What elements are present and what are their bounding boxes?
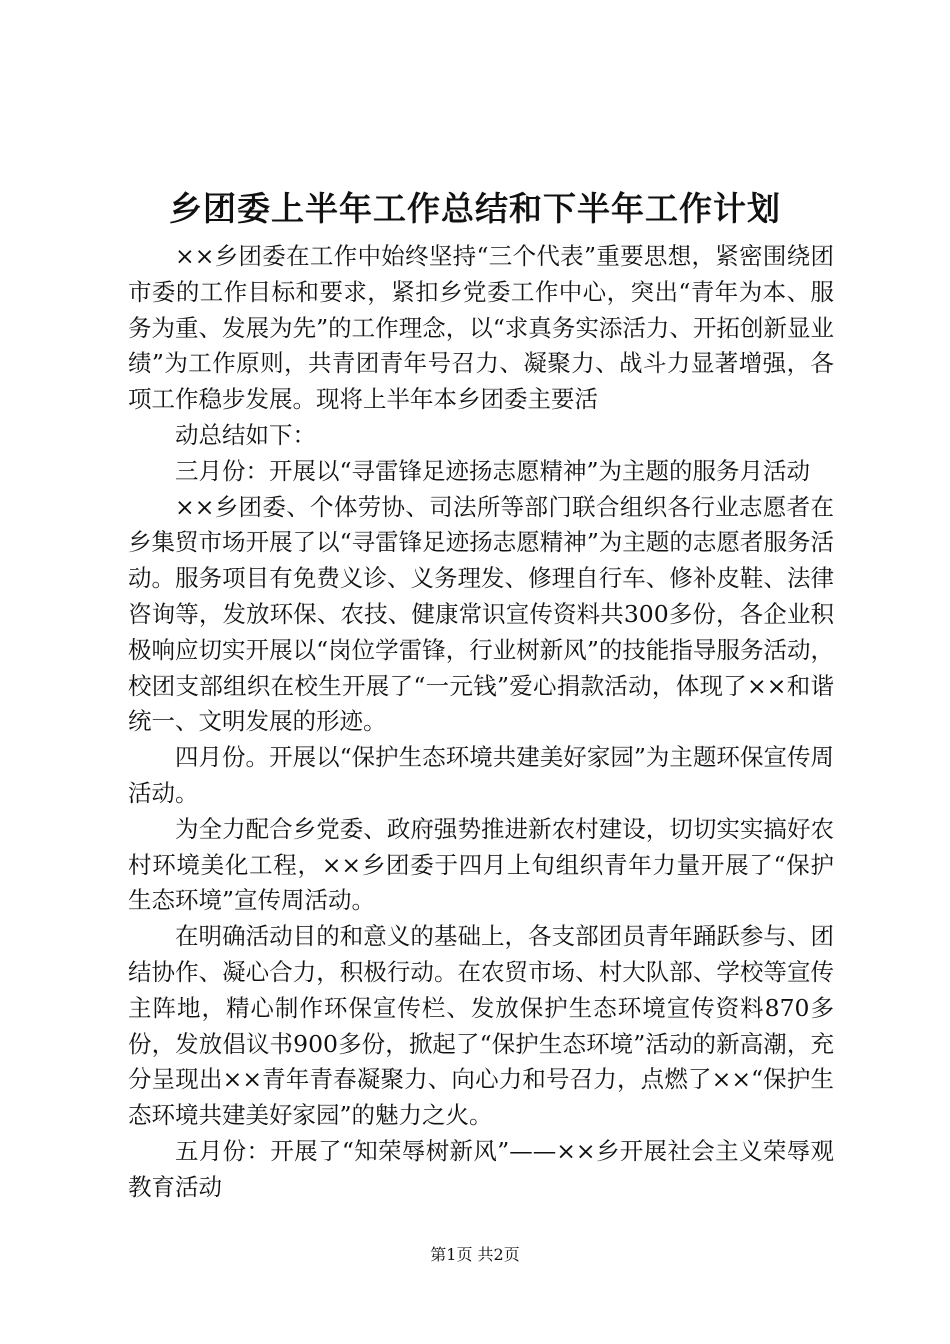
- paragraph-march-activity: ××乡团委、个体劳协、司法所等部门联合组织各行业志愿者在乡集贸市场开展了以“寻雷锋足迹扬志愿精神”为主题的志愿者服务活动。服务项目有免费义诊、义务理发、修理自行车、修补皮鞋、法律咨询等，发放环保、农技、健康常识宣传资料共300多份，各企业积极响应切实开展以“岗位学雷锋，行业树新风”的技能指导服务活动，校团支部组织在校生开展了“一元钱”爱心捐款活动，体现了××和谐统一、文明发展的形迹。: [128, 492, 834, 736]
- section-heading-march: 三月份：开展以“寻雷锋足迹扬志愿精神”为主题的服务月活动: [175, 456, 811, 485]
- paragraph-intro-continued: 动总结如下：: [175, 420, 316, 449]
- document-title: 乡团委上半年工作总结和下半年工作计划: [169, 189, 781, 228]
- paragraph-intro: ××乡团委在工作中始终坚持“三个代表”重要思想，紧密围绕团市委的工作目标和要求，紧扣乡党委工作中心，突出“青年为本、服务为重、发展为先”的工作理念，以“求真务实添活力、开拓创新显业绩”为工作原则，共青团青年号召力、凝聚力、战斗力显著增强，各项工作稳步发展。现将上半年本乡团委主要活: [128, 242, 834, 414]
- paragraph-april-overview: 为全力配合乡党委、政府强势推进新农村建设，切切实实搞好农村环境美化工程，××乡团委于四月上旬组织青年力量开展了“保护生态环境”宣传周活动。: [128, 814, 834, 915]
- section-heading-april: 四月份。开展以“保护生态环境共建美好家园”为主题环保宣传周活动。: [128, 743, 834, 807]
- paragraph-april-details: 在明确活动目的和意义的基础上，各支部团员青年踊跃参与、团结协作、凝心合力，积极行动。在农贸市场、村大队部、学校等宣传主阵地，精心制作环保宣传栏、发放保护生态环境宣传资料870多份，发放倡议书900多份，掀起了“保护生态环境”活动的新高潮，充分呈现出××青年青春凝聚力、向心力和号召力，点燃了××“保护生态环境共建美好家园”的魅力之火。: [128, 922, 834, 1130]
- page-footer: 第1页 共2页: [430, 1245, 520, 1264]
- document-body: [128, 239, 834, 1206]
- section-heading-may: 五月份：开展了“知荣辱树新风”——××乡开展社会主义荣辱观教育活动: [128, 1136, 834, 1201]
